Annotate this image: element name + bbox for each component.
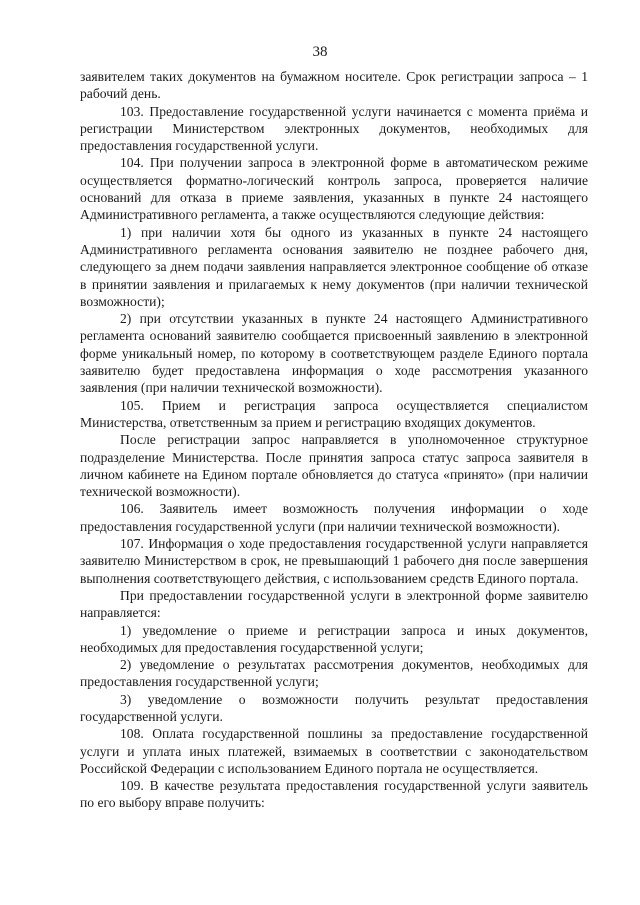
page-number: 38: [312, 44, 328, 60]
paragraph-104-item-1: 1) при наличии хотя бы одного из указанных в пункте 24 настоящего Административного регламента основания заявителю не позднее рабочего дня, следующего за днем подачи заявления направляется электронное сообщение об отказе в принятии заявления и прилагаемых к нему документов (при наличии технической возможности);: [80, 224, 588, 309]
paragraph-continuation: заявителем таких документов на бумажном носителе. Срок регистрации запроса – 1 рабочий день.: [80, 69, 588, 102]
paragraph-104-item-2: 2) при отсутствии указанных в пункте 24 настоящего Административного регламента оснований заявителю сообщается присвоенный заявлению в электронной форме уникальный номер, по которому в соответствующем разделе Единого портала заявителю будет предоставлена информация о ходе рассмотрения указанного заявления (при наличии технической возможности).: [80, 311, 588, 396]
paragraph-109: 109. В качестве результата предоставления государственной услуги заявитель по его выбору вправе получить:: [80, 778, 588, 811]
paragraph-107-item-3: 3) уведомление о возможности получить результат предоставления государственной услуги.: [80, 691, 588, 724]
paragraph-105: 105. Прием и регистрация запроса осуществляется специалистом Министерства, ответственным за прием и регистрацию входящих документов.: [80, 397, 588, 430]
page-body: [80, 68, 588, 812]
paragraph-106: 106. Заявитель имеет возможность получения информации о ходе предоставления государственной услуги (при наличии технической возможности).: [80, 501, 588, 534]
paragraph-107-item-2: 2) уведомление о результатах рассмотрения документов, необходимых для предоставления государственной услуги;: [80, 657, 588, 690]
paragraph-108: 108. Оплата государственной пошлины за предоставление государственной услуги и уплата иных платежей, взимаемых в соответствии с законодательством Российской Федерации с использованием Единого портала не осуществляется.: [80, 726, 588, 776]
paragraph-107-notifications: При предоставлении государственной услуги в электронной форме заявителю направляется:: [80, 587, 588, 621]
paragraph-107-item-1: 1) уведомление о приеме и регистрации запроса и иных документов, необходимых для предоставления государственной услуги;: [80, 622, 588, 655]
paragraph-105-continued: После регистрации запрос направляется в уполномоченное структурное подразделение Министерства. После принятия запроса статус запроса заявителя в личном кабинете на Едином портале обновляется до статуса «принято» (при наличии технической возможности).: [80, 432, 588, 500]
paragraph-103: 103. Предоставление государственной услуги начинается с момента приёма и регистрации Министерством электронных документов, необходимых для предоставления государственной услуги.: [80, 103, 588, 154]
paragraph-104: 104. При получении запроса в электронной форме в автоматическом режиме осуществляется форматно-логический контроль запроса, проверяется наличие оснований для отказа в приеме заявления, указанных в пункте 24 настоящего Административного регламента, а также осуществляются следующие действия:: [80, 155, 588, 223]
paragraph-107: 107. Информация о ходе предоставления государственной услуги направляется заявителю Министерством в срок, не превышающий 1 рабочего дня после завершения выполнения соответствующего действия, с использованием средств Единого портала.: [80, 536, 588, 586]
